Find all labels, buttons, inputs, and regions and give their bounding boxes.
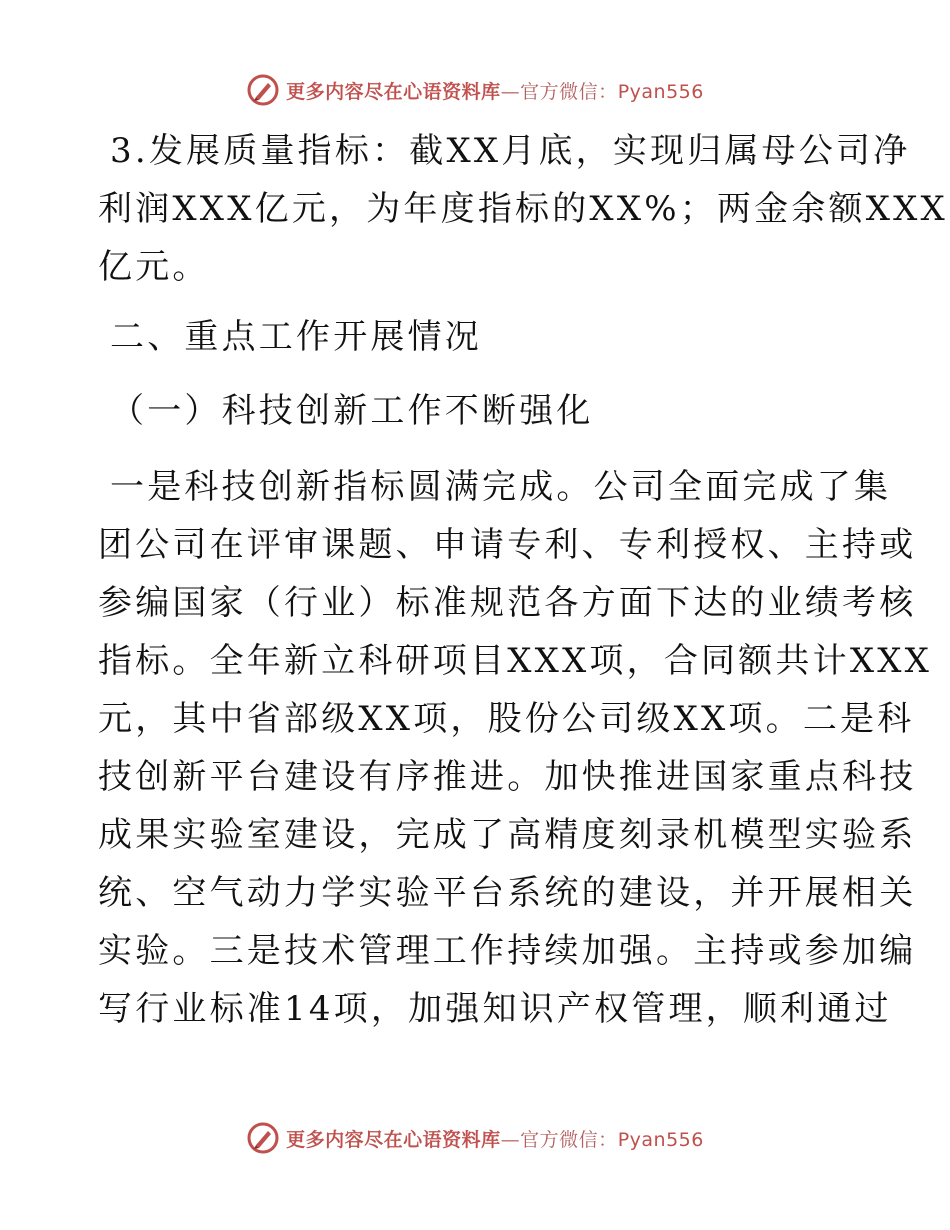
watermark-text: [286, 1125, 704, 1152]
body-paragraph: [98, 458, 932, 1038]
text-line: 元，其中省部级XX项，股份公司级XX项。二是科: [98, 699, 915, 739]
watermark-brand: 更多内容尽在心语资料库: [286, 80, 501, 103]
watermark-account: Pyan556: [617, 80, 704, 103]
subsection-heading: （一）科技创新工作不断强化: [110, 391, 594, 431]
text-line: 指标。全年新立科研项目XXX项，合同额共计XXX: [98, 641, 933, 681]
text-line: 利润XXX亿元，为年度指标的XX%；两金余额XXX: [98, 189, 948, 229]
text-line: 统、空气动力学实验平台系统的建设，并开展相关: [98, 873, 917, 913]
header-watermark: [0, 72, 950, 108]
text-line: 实验。三是技术管理工作持续加强。主持或参加编: [98, 931, 917, 971]
quality-indicator-paragraph: [98, 122, 948, 296]
text-line: 参编国家（行业）标准规范各方面下达的业绩考核: [98, 583, 917, 623]
watermark-dash: —: [500, 80, 521, 103]
watermark-brand: 更多内容尽在心语资料库: [286, 1128, 501, 1151]
text-line: 亿元。: [98, 247, 210, 287]
watermark-dash: —: [500, 1128, 521, 1151]
text-line: 技创新平台建设有序推进。加快推进国家重点科技: [98, 757, 917, 797]
text-line: 一是科技创新指标圆满完成。公司全面完成了集: [110, 467, 892, 507]
pen-logo-icon: [246, 1121, 280, 1155]
footer-watermark: [0, 1120, 950, 1156]
text-line: 成果实验室建设，完成了高精度刻录机模型实验系: [98, 815, 917, 855]
text-line: 写行业标准14项，加强知识产权管理，顺利通过: [98, 989, 892, 1029]
section-heading: 二、重点工作开展情况: [110, 317, 482, 357]
watermark-wechat-label: 官方微信：: [520, 1128, 618, 1151]
pen-logo-icon: [246, 73, 280, 107]
watermark-wechat-label: 官方微信：: [520, 80, 618, 103]
watermark-account: Pyan556: [617, 1128, 704, 1151]
text-line: 团公司在评审课题、申请专利、专利授权、主持或: [98, 525, 917, 565]
watermark-text: [286, 77, 704, 104]
text-line: 3.发展质量指标：截XX月底，实现归属母公司净: [110, 131, 911, 171]
